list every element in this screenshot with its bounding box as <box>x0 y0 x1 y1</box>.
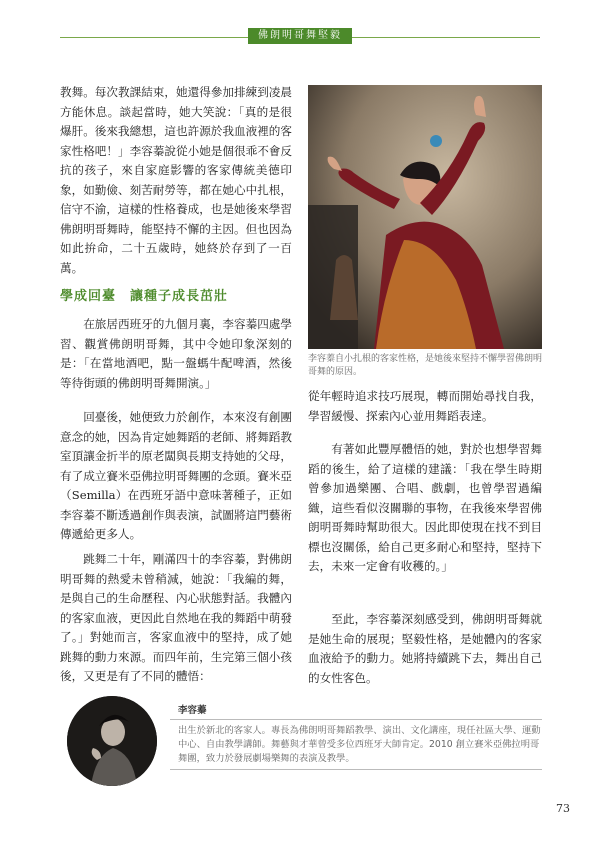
left-paragraph-3: 回臺後，她便致力於創作，本來沒有創團意念的她，因為肯定她舞蹈的老師、將舞蹈教室頂讓金折半的原老闆與長期支持她的父母，有了成立賽米亞佛拉明哥舞團的念頭。賽米亞（Semilla）在西班牙語中意味著種子，正如李容蓁不斷透過創作與表演，試圖將這門藝術傳遞給更多人。 <box>60 410 292 541</box>
bio-top-rule <box>170 719 542 720</box>
bio-avatar <box>67 696 157 786</box>
running-header: 佛朗明哥舞堅毅 <box>248 28 352 44</box>
bio-name: 李容蓁 <box>178 705 207 716</box>
intro-paragraph: 教舞。每次教課結束，她還得參加排練到凌晨方能休息。談起當時，她大笑說：「真的是很爆肝。後來我總想，這也許源於我血液裡的客家性格吧！」李容蓁說從小她是個很乖不會反抗的孩子，來自家庭影響的客家傳統美德印象，如勤儉、刻苦耐勞等，都在她心中扎根，信守不渝，這樣的性格養成，也是她後來學習佛朗明哥舞時，能堅持不懈的主因。但也因為如此拚命，二十五歲時，她終於存到了一百萬。 <box>60 85 292 275</box>
bio-bottom-rule <box>170 769 542 770</box>
dancer-photo <box>308 85 542 349</box>
left-paragraph-4: 跳舞二十年，剛滿四十的李容蓁，對佛朗明哥舞的熱愛未曾稍減，她說：「我編的舞，是與自己的生命歷程、內心狀態對話。我體內的客家血液，更因此自然地在我的舞蹈中萌發了。」對她而言，客家血液中的堅持，成了她跳舞的動力來源。而四年前，生完第三個小孩後，又更是有了不同的體悟： <box>60 552 292 683</box>
bio-text: 出生於新北的客家人。專長為佛朗明哥舞蹈教學、演出、文化講座，現任社區大學、運動中心、自由教學講師。舞藝與才華曾受多位西班牙大師肯定。2010 創立賽米亞佛拉明哥舞團，致力於發展劇場樂舞的表演及教學。 <box>178 725 541 764</box>
right-paragraph-2: 有著如此豐厚體悟的她，對於也想學習舞蹈的後生，給了這樣的建議：「我在學生時期曾參加過樂團、合唱、戲劇，也曾學習過編織，這些看似沒關聯的事物，在我後來學習佛朗明哥舞時幫助很大。因此即使現在找不到目標也沒關係，給自己更多耐心和堅持，堅持下去，未來一定會有收穫的。」 <box>308 442 542 573</box>
photo-caption: 李容蓁自小扎根的客家性格，是她後來堅持不懈學習佛朗明哥舞的原因。 <box>308 354 543 377</box>
left-paragraph-2: 在旅居西班牙的九個月裏，李容蓁四處學習、觀賞佛朗明哥舞，其中令她印象深刻的是：「在當地酒吧，點一盤螞牛配啤酒，然後等待街頭的佛朗明哥舞開演。」 <box>60 317 292 390</box>
page-number: 73 <box>556 802 570 815</box>
right-paragraph-1: 從年輕時追求技巧展現，轉而開始尋找自我，學習緩慢、探索內心並用舞蹈表達。 <box>308 389 542 423</box>
right-paragraph-3: 至此，李容蓁深刻感受到，佛朗明哥舞就是她生命的展現；堅毅性格，是她體內的客家血液給予的動力。她將持續跳下去，舞出自己的女性客色。 <box>308 612 542 685</box>
section-heading: 學成回臺 讓種子成長茁壯 <box>60 289 229 304</box>
